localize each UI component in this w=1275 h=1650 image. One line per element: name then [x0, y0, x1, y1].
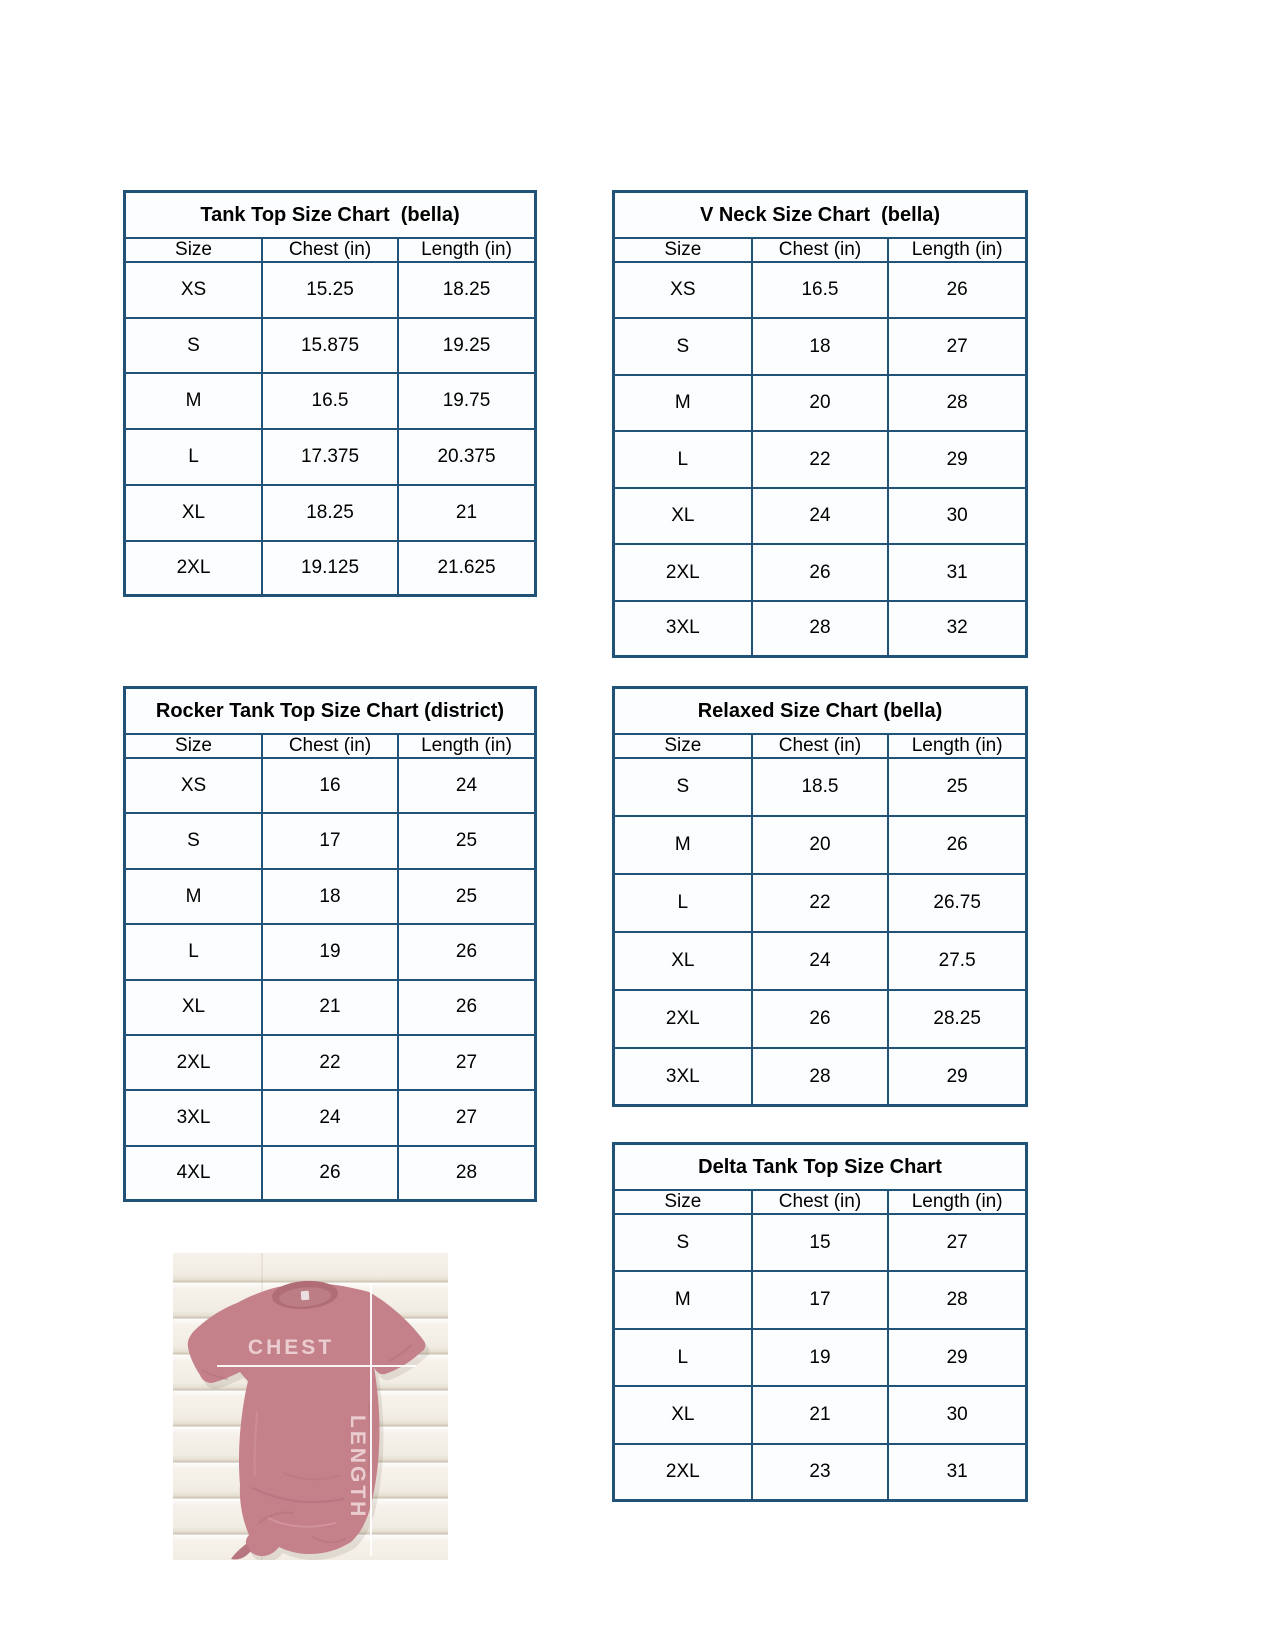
size-cell: L — [126, 924, 262, 979]
delta-tank-size-chart-table — [612, 1142, 1028, 1502]
length-cell: 27.5 — [888, 932, 1025, 990]
table-row — [126, 318, 534, 374]
chest-cell: 15.875 — [262, 318, 398, 374]
v-neck-size-chart-table — [612, 190, 1028, 658]
chest-cell: 18 — [752, 318, 889, 374]
length-cell: 29 — [888, 1048, 1025, 1104]
length-cell: 26 — [888, 262, 1025, 318]
table-row — [615, 375, 1025, 431]
column-header: Length (in) — [888, 735, 1025, 758]
table-row — [615, 990, 1025, 1048]
chest-cell: 26 — [262, 1146, 398, 1199]
length-cell: 30 — [888, 1386, 1025, 1443]
length-cell: 20.375 — [398, 429, 534, 485]
chest-cell: 18.5 — [752, 758, 889, 816]
chest-cell: 26 — [752, 990, 889, 1048]
size-cell: XL — [615, 1386, 752, 1443]
table-title: V Neck Size Chart (bella) — [615, 193, 1025, 239]
table-row — [126, 541, 534, 594]
size-cell: S — [126, 318, 262, 374]
length-cell: 26 — [398, 924, 534, 979]
table-row — [126, 485, 534, 541]
chest-cell: 21 — [262, 980, 398, 1035]
length-cell: 29 — [888, 1329, 1025, 1386]
chest-cell: 15 — [752, 1214, 889, 1271]
chest-cell: 22 — [262, 1035, 398, 1090]
size-cell: 2XL — [615, 1444, 752, 1499]
column-header: Chest (in) — [262, 735, 398, 758]
length-label: LENGTH — [346, 1415, 369, 1520]
chest-cell: 16 — [262, 758, 398, 813]
table-row — [126, 869, 534, 924]
length-cell: 30 — [888, 488, 1025, 544]
size-cell: 4XL — [126, 1146, 262, 1199]
table-row — [615, 874, 1025, 932]
size-table — [126, 735, 534, 1199]
table-title: Delta Tank Top Size Chart — [615, 1145, 1025, 1191]
table-row — [615, 262, 1025, 318]
header-row — [615, 239, 1025, 262]
column-header: Length (in) — [398, 239, 534, 262]
table-row — [615, 1271, 1025, 1328]
size-cell: L — [126, 429, 262, 485]
size-cell: L — [615, 1329, 752, 1386]
table-title: Relaxed Size Chart (bella) — [615, 689, 1025, 735]
length-cell: 25 — [888, 758, 1025, 816]
column-header: Size — [126, 735, 262, 758]
length-cell: 18.25 — [398, 262, 534, 318]
table-row — [126, 429, 534, 485]
size-cell: 2XL — [126, 1035, 262, 1090]
table-row — [126, 262, 534, 318]
length-cell: 26.75 — [888, 874, 1025, 932]
shirt-measurement-photo — [173, 1253, 448, 1560]
length-cell: 25 — [398, 813, 534, 868]
table-row — [615, 816, 1025, 874]
column-header: Size — [615, 735, 752, 758]
table-row — [615, 488, 1025, 544]
chest-cell: 20 — [752, 816, 889, 874]
chest-cell: 16.5 — [752, 262, 889, 318]
header-row — [126, 735, 534, 758]
column-header: Size — [126, 239, 262, 262]
column-header: Chest (in) — [752, 735, 889, 758]
size-cell: XS — [126, 758, 262, 813]
length-cell: 28.25 — [888, 990, 1025, 1048]
size-cell: M — [615, 375, 752, 431]
size-cell: L — [615, 431, 752, 487]
size-table — [615, 735, 1025, 1104]
length-cell: 31 — [888, 544, 1025, 600]
size-cell: XL — [126, 485, 262, 541]
table-row — [615, 544, 1025, 600]
length-cell: 25 — [398, 869, 534, 924]
table-row — [615, 1329, 1025, 1386]
size-cell: S — [615, 758, 752, 816]
length-cell: 19.25 — [398, 318, 534, 374]
table-row — [615, 932, 1025, 990]
header-row — [615, 1191, 1025, 1214]
size-cell: M — [126, 373, 262, 429]
chest-cell: 28 — [752, 601, 889, 655]
chest-cell: 17 — [262, 813, 398, 868]
length-cell: 28 — [398, 1146, 534, 1199]
chest-cell: 17 — [752, 1271, 889, 1328]
chest-cell: 26 — [752, 544, 889, 600]
column-header: Chest (in) — [752, 239, 889, 262]
relaxed-size-chart-table — [612, 686, 1028, 1107]
chest-label: CHEST — [247, 1336, 335, 1359]
column-header: Chest (in) — [752, 1191, 889, 1214]
chest-cell: 18.25 — [262, 485, 398, 541]
size-cell: 2XL — [615, 990, 752, 1048]
table-row — [615, 758, 1025, 816]
table-row — [126, 1090, 534, 1145]
column-header: Length (in) — [888, 239, 1025, 262]
chest-cell: 16.5 — [262, 373, 398, 429]
length-cell: 19.75 — [398, 373, 534, 429]
table-title: Tank Top Size Chart (bella) — [126, 193, 534, 239]
chest-cell: 22 — [752, 431, 889, 487]
size-table — [126, 239, 534, 594]
size-cell: XL — [126, 980, 262, 1035]
length-cell: 27 — [398, 1090, 534, 1145]
table-row — [615, 1386, 1025, 1443]
chest-cell: 17.375 — [262, 429, 398, 485]
length-cell: 27 — [398, 1035, 534, 1090]
table-row — [126, 980, 534, 1035]
size-cell: 3XL — [615, 601, 752, 655]
length-cell: 27 — [888, 318, 1025, 374]
size-cell: 3XL — [615, 1048, 752, 1104]
table-row — [615, 601, 1025, 655]
size-cell: 2XL — [126, 541, 262, 594]
size-cell: XS — [126, 262, 262, 318]
table-row — [126, 813, 534, 868]
shirt-illustration — [173, 1253, 448, 1560]
length-cell: 26 — [398, 980, 534, 1035]
table-row — [126, 1146, 534, 1199]
size-cell: M — [615, 1271, 752, 1328]
care-label — [301, 1291, 310, 1301]
rocker-tank-size-chart-table — [123, 686, 537, 1202]
chest-cell: 20 — [752, 375, 889, 431]
column-header: Size — [615, 1191, 752, 1214]
chest-cell: 23 — [752, 1444, 889, 1499]
length-cell: 32 — [888, 601, 1025, 655]
column-header: Length (in) — [398, 735, 534, 758]
column-header: Size — [615, 239, 752, 262]
length-cell: 28 — [888, 375, 1025, 431]
length-cell: 24 — [398, 758, 534, 813]
size-cell: L — [615, 874, 752, 932]
table-row — [126, 924, 534, 979]
size-cell: S — [615, 318, 752, 374]
chest-cell: 24 — [752, 488, 889, 544]
length-cell: 31 — [888, 1444, 1025, 1499]
length-cell: 21.625 — [398, 541, 534, 594]
size-cell: XS — [615, 262, 752, 318]
table-row — [126, 758, 534, 813]
size-cell: M — [615, 816, 752, 874]
chest-cell: 24 — [752, 932, 889, 990]
header-row — [615, 735, 1025, 758]
chest-cell: 19.125 — [262, 541, 398, 594]
table-row — [615, 1048, 1025, 1104]
chest-cell: 21 — [752, 1386, 889, 1443]
table-row — [615, 431, 1025, 487]
column-header: Chest (in) — [262, 239, 398, 262]
length-cell: 27 — [888, 1214, 1025, 1271]
chest-cell: 18 — [262, 869, 398, 924]
table-row — [615, 1444, 1025, 1499]
table-row — [615, 318, 1025, 374]
chest-cell: 15.25 — [262, 262, 398, 318]
length-cell: 26 — [888, 816, 1025, 874]
table-row — [126, 373, 534, 429]
length-cell: 29 — [888, 431, 1025, 487]
size-cell: S — [126, 813, 262, 868]
length-cell: 28 — [888, 1271, 1025, 1328]
chest-cell: 22 — [752, 874, 889, 932]
shirt-body — [188, 1283, 426, 1556]
size-table — [615, 239, 1025, 655]
size-cell: S — [615, 1214, 752, 1271]
size-cell: M — [126, 869, 262, 924]
column-header: Length (in) — [888, 1191, 1025, 1214]
size-cell: 3XL — [126, 1090, 262, 1145]
size-table — [615, 1191, 1025, 1499]
length-cell: 21 — [398, 485, 534, 541]
table-row — [615, 1214, 1025, 1271]
chest-cell: 24 — [262, 1090, 398, 1145]
chest-cell: 19 — [752, 1329, 889, 1386]
chest-cell: 28 — [752, 1048, 889, 1104]
tank-top-size-chart-table — [123, 190, 537, 597]
size-cell: XL — [615, 932, 752, 990]
size-cell: 2XL — [615, 544, 752, 600]
table-row — [126, 1035, 534, 1090]
table-title: Rocker Tank Top Size Chart (district) — [126, 689, 534, 735]
size-cell: XL — [615, 488, 752, 544]
chest-cell: 19 — [262, 924, 398, 979]
header-row — [126, 239, 534, 262]
